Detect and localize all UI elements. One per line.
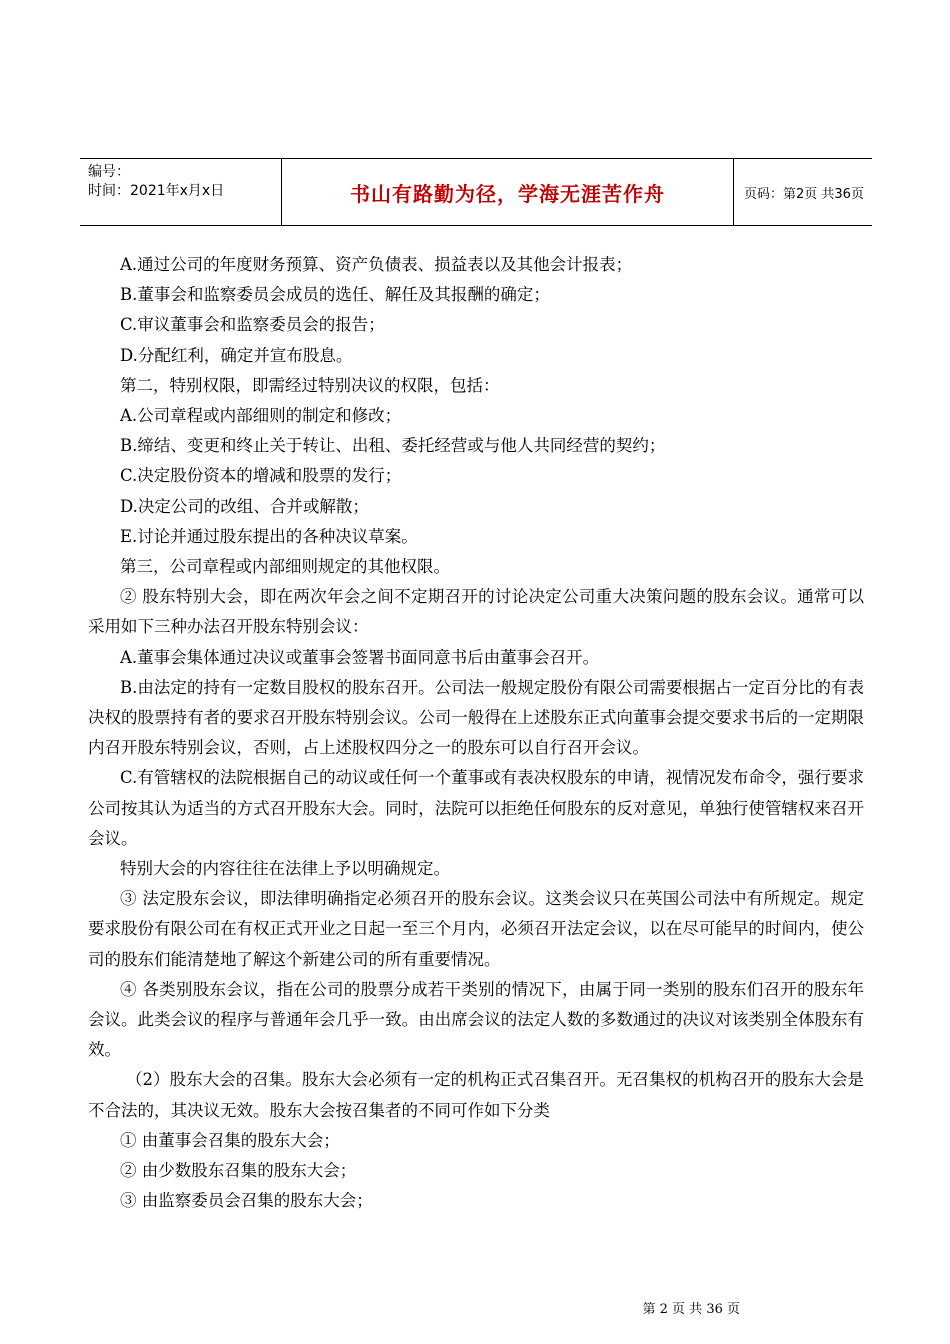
- paragraph: A.通过公司的年度财务预算、资产负债表、损益表以及其他会计报表；: [120, 255, 633, 274]
- paragraph: 第三，公司章程或内部细则规定的其他权限。: [120, 557, 450, 577]
- document-body: [88, 250, 864, 1217]
- paragraph: B.董事会和监察委员会成员的选任、解任及其报酬的确定；: [120, 285, 550, 305]
- paragraph: ① 由董事会召集的股东大会；: [120, 1130, 340, 1150]
- paragraph: 第二，特别权限，即需经过特别决议的权限，包括：: [120, 375, 500, 395]
- paragraph: A.公司章程或内部细则的制定和修改；: [120, 406, 402, 426]
- header-page-cell: [734, 159, 872, 225]
- paragraph: ④ 各类别股东会议，指在公司的股票分成若干类别的情况下，由属于同一类别的股东们召开的股东年会议。此类会议的程序与普通年会几乎一致。由出席会议的法定人数的多数通过的决议对该类别全体股东有效。: [88, 979, 864, 1060]
- header-motto-cell: [282, 159, 734, 225]
- document-number-label: 编号：: [88, 164, 130, 180]
- paragraph: ③ 法定股东会议，即法律明确指定必须召开的股东会议。这类会议只在英国公司法中有所规定。规定要求股份有限公司在有权正式开业之日起一至三个月内，必须召开法定会议，以在尽可能早的时间内，使公司的股东们能清楚地了解这个新建公司的所有重要情况。: [88, 889, 864, 969]
- paragraph: 特别大会的内容往往在法律上予以明确规定。: [120, 859, 450, 879]
- paragraph: ③ 由监察委员会召集的股东大会；: [120, 1191, 373, 1211]
- paragraph: E.讨论并通过股东提出的各种决议草案。: [120, 526, 418, 546]
- paragraph: A.董事会集体通过决议或董事会签署书面同意书后由董事会召开。: [120, 647, 600, 667]
- paragraph: B.缔结、变更和终止关于转让、出租、委托经营或与他人共同经营的契约；: [120, 436, 666, 456]
- page-footer: 第 2 页 共 36 页: [642, 1302, 740, 1317]
- header-page-info: 页码：第2页 共36页: [744, 186, 864, 202]
- paragraph: B.由法定的持有一定数目股权的股东召开。公司法一般规定股份有限公司需要根据占一定百分比的有表决权的股票持有者的要求召开股东特别会议。公司一般得在上述股东正式向董事会提交要求书后的一定期限内召开股东特别会议，否则，占上述股权四分之一的股东可以自行召开会议。: [88, 677, 864, 758]
- paragraph: ② 股东特别大会，即在两次年会之间不定期召开的讨论决定公司重大决策问题的股东会议。通常可以采用如下三种办法召开股东特别会议：: [88, 587, 864, 637]
- document-date-label: 时间：2021年x月x日: [88, 183, 225, 199]
- paragraph: （2）股东大会的召集。股东大会必须有一定的机构正式召集召开。无召集权的机构召开的股东大会是不合法的，其决议无效。股东大会按召集者的不同可作如下分类: [88, 1070, 864, 1120]
- paragraph: D.分配红利，确定并宣布股息。: [120, 345, 353, 365]
- header-meta-cell: [80, 159, 282, 225]
- paragraph: C.决定股份资本的增减和股票的发行；: [120, 466, 402, 486]
- paragraph: D.决定公司的改组、合并或解散；: [120, 496, 369, 516]
- paragraph: ② 由少数股东召集的股东大会；: [120, 1161, 357, 1181]
- document-header: [80, 158, 872, 226]
- paragraph: C.审议董事会和监察委员会的报告；: [120, 315, 385, 335]
- paragraph: C.有管辖权的法院根据自己的动议或任何一个董事或有表决权股东的申请，视情况发布命令，强行要求公司按其认为适当的方式召开股东大会。同时，法院可以拒绝任何股东的反对意见，单独行使管辖权来召开会议。: [88, 768, 864, 848]
- header-motto: 书山有路勤为径，学海无涯苦作舟: [350, 181, 665, 206]
